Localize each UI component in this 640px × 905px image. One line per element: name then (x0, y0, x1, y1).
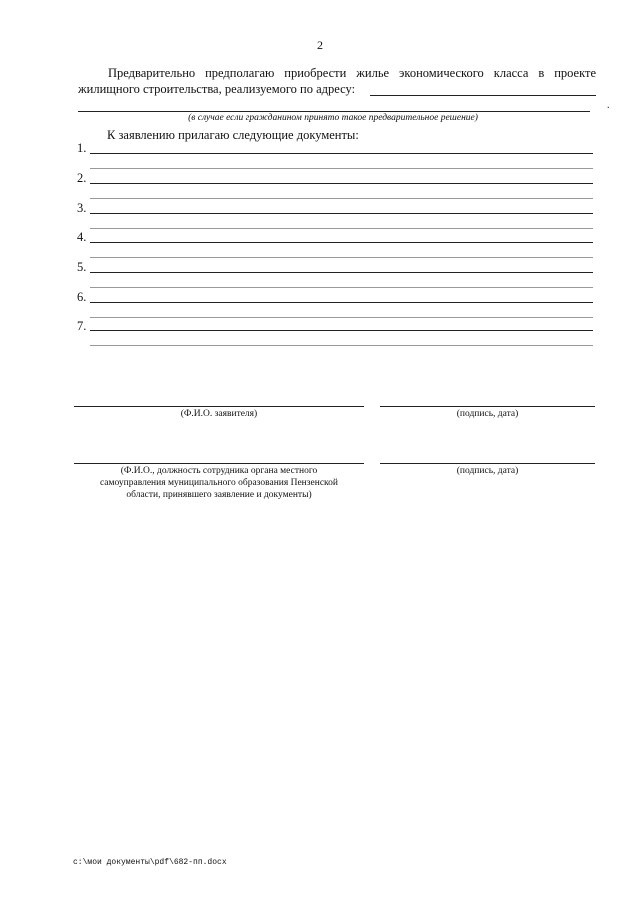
applicant-sign-caption: (подпись, дата) (456, 409, 519, 419)
attachment-number: 2. (77, 171, 87, 185)
attachment-number: 4. (77, 230, 87, 244)
footer-file-path: c:\мои документы\pdf\682-пп.docx (73, 858, 227, 867)
officer-caption-line-1: (Ф.И.О., должность сотрудника органа местного (120, 466, 318, 476)
attachment-line[interactable] (90, 302, 593, 303)
attachment-line-continuation[interactable] (90, 198, 593, 199)
note-text: (в случае если гражданином принято такое предварительное решение) (188, 113, 478, 123)
attachment-number: 5. (77, 260, 87, 274)
address-field-line-2[interactable] (78, 111, 590, 112)
attachment-line-continuation[interactable] (90, 228, 593, 229)
attachment-line-continuation[interactable] (90, 168, 593, 169)
attachment-number: 6. (77, 290, 87, 304)
attachment-line[interactable] (90, 213, 593, 214)
attachment-line-continuation[interactable] (90, 287, 593, 288)
officer-sign-caption: (подпись, дата) (456, 466, 519, 476)
officer-sign-line[interactable] (380, 463, 595, 464)
attachment-number: 7. (77, 319, 87, 333)
officer-caption-line-2: самоуправления муниципального образования Пензенской (99, 478, 339, 488)
address-field-line[interactable] (370, 95, 596, 96)
intro-line-1: Предварительно предполагаю приобрести жилье экономического класса в проекте (108, 66, 596, 80)
attachment-line-continuation[interactable] (90, 317, 593, 318)
officer-caption-line-3: области, принявшего заявление и документы) (126, 490, 312, 500)
applicant-name-line[interactable] (74, 406, 364, 407)
attachment-line[interactable] (90, 272, 593, 273)
attachment-line[interactable] (90, 330, 593, 331)
intro-line-2: жилищного строительства, реализуемого по адресу: (78, 82, 356, 96)
attachment-line[interactable] (90, 183, 593, 184)
page-number: 2 (317, 38, 323, 52)
applicant-name-caption: (Ф.И.О. заявителя) (180, 409, 258, 419)
attachment-number: 3. (77, 201, 87, 215)
attachment-number: 1. (77, 141, 87, 155)
attachment-line-continuation[interactable] (90, 345, 593, 346)
attachment-line[interactable] (90, 153, 593, 154)
attachment-line-continuation[interactable] (90, 257, 593, 258)
applicant-sign-line[interactable] (380, 406, 595, 407)
officer-name-line[interactable] (74, 463, 364, 464)
attachments-intro: К заявлению прилагаю следующие документы: (107, 128, 359, 142)
stray-mark: . (607, 100, 610, 111)
attachment-line[interactable] (90, 242, 593, 243)
